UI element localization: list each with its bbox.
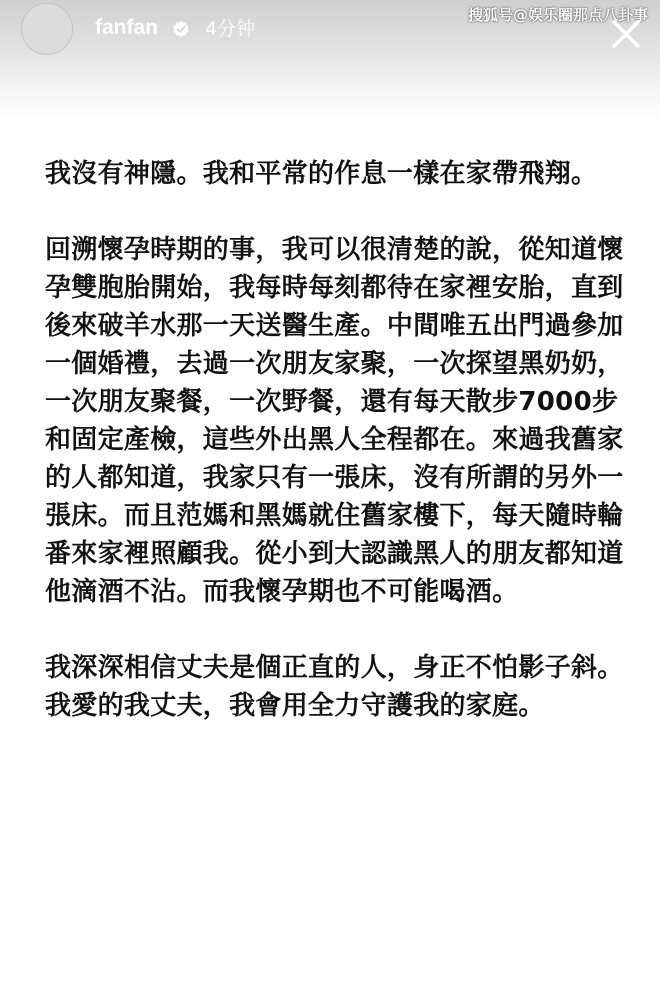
- post-time: 4分钟: [205, 18, 256, 40]
- avatar[interactable]: [21, 3, 73, 55]
- story-text: [45, 155, 625, 725]
- verified-badge-icon: [172, 20, 190, 38]
- paragraph-3: 我深深相信丈夫是個正直的人，身正不怕影子斜。我愛的我丈夫，我會用全力守護我的家庭。: [45, 653, 624, 721]
- watermark: 搜狐号@娱乐圈那点八卦事: [467, 6, 648, 24]
- paragraph-1: 我沒有神隱。我和平常的作息一樣在家帶飛翔。: [45, 159, 598, 189]
- close-icon[interactable]: [607, 15, 645, 53]
- paragraph-2: 回溯懷孕時期的事，我可以很清楚的說，從知道懷孕雙胞胎開始，我每時每刻都待在家裡安胎，直到後來破羊水那一天送醫生產。中間唯五出門過參加一個婚禮，去過一次朋友家聚，一次探望黑奶奶，一次朋友聚餐，一次野餐，還有每天散步7000步和固定產檢，這些外出黑人全程都在。來過我舊家的人都知道，我家只有一張床，沒有所謂的另外一張床。而且范媽和黑媽就住舊家樓下，每天隨時輪番來家裡照顧我。從小到大認識黑人的朋友都知道他滴酒不沾。而我懷孕期也不可能喝酒。: [45, 235, 624, 607]
- story-header: [0, 0, 660, 120]
- username[interactable]: fanfan: [95, 16, 158, 39]
